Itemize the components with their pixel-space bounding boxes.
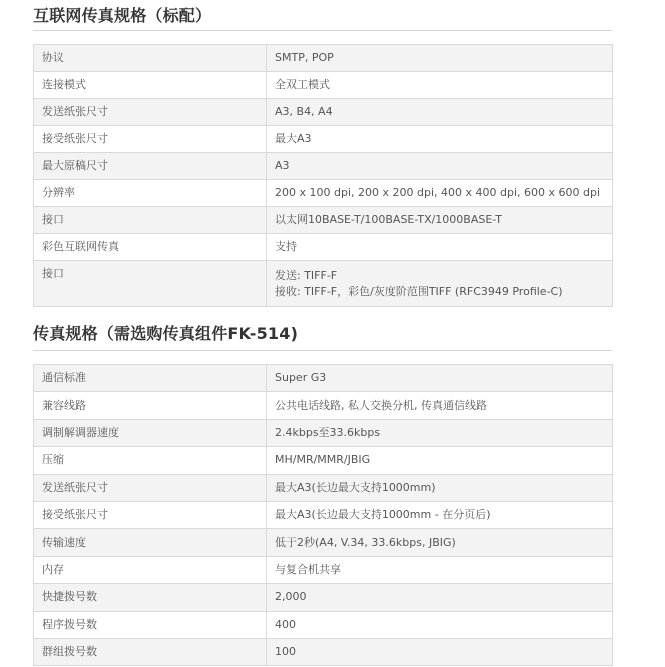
spec-value: 最大A3(长边最大支持1000mm)	[267, 474, 613, 501]
spec-key: 协议	[34, 45, 267, 72]
spec-value: SMTP, POP	[267, 45, 613, 72]
spec-key: 彩色互联网传真	[34, 234, 267, 261]
spec-key: 接受纸张尺寸	[34, 126, 267, 153]
table-row	[34, 584, 613, 611]
table-row	[34, 207, 613, 234]
spec-key: 发送纸张尺寸	[34, 99, 267, 126]
spec-key: 程序拨号数	[34, 611, 267, 638]
spec-key: 连接模式	[34, 72, 267, 99]
spec-value: 全双工模式	[267, 72, 613, 99]
table-row	[34, 99, 613, 126]
table-row	[34, 419, 613, 446]
spec-key: 接口	[34, 207, 267, 234]
spec-value: 低于2秒(A4, V.34, 33.6kbps, JBIG)	[267, 529, 613, 556]
section-divider	[33, 350, 612, 351]
spec-key: 发送纸张尺寸	[34, 474, 267, 501]
table-row	[34, 392, 613, 419]
spec-key: 传输速度	[34, 529, 267, 556]
spec-key: 分辨率	[34, 180, 267, 207]
spec-key: 接口	[34, 261, 267, 307]
spec-value: 以太网10BASE-T/100BASE-TX/1000BASE-T	[267, 207, 613, 234]
table-row	[34, 529, 613, 556]
table-row	[34, 180, 613, 207]
table-row	[34, 153, 613, 180]
spec-key: 压缩	[34, 447, 267, 474]
section-title-fax: 传真规格（需选购传真组件FK-514)	[33, 324, 299, 343]
spec-value: Super G3	[267, 365, 613, 392]
spec-key: 快捷拨号数	[34, 584, 267, 611]
spec-value: 400	[267, 611, 613, 638]
spec-key: 群组拨号数	[34, 638, 267, 665]
spec-value	[267, 261, 613, 307]
spec-value: 2.4kbps至33.6kbps	[267, 419, 613, 446]
table-row	[34, 234, 613, 261]
spec-value: A3	[267, 153, 613, 180]
spec-value: 2,000	[267, 584, 613, 611]
spec-value: 公共电话线路, 私人交换分机, 传真通信线路	[267, 392, 613, 419]
spec-key: 通信标准	[34, 365, 267, 392]
table-row	[34, 447, 613, 474]
spec-value: 200 x 100 dpi, 200 x 200 dpi, 400 x 400 dpi, 600 x 600 dpi	[267, 180, 613, 207]
table-row	[34, 556, 613, 583]
spec-value-line: 接收: TIFF-F，彩色/灰度阶范围TIFF (RFC3949 Profile-C)	[275, 284, 563, 298]
table-row	[34, 638, 613, 665]
spec-key: 调制解调器速度	[34, 419, 267, 446]
spec-key: 兼容线路	[34, 392, 267, 419]
section-title-internet-fax: 互联网传真规格（标配）	[33, 6, 212, 25]
table-row	[34, 45, 613, 72]
fax-spec-table	[33, 364, 613, 666]
spec-value-line: 发送: TIFF-F	[275, 268, 338, 282]
spec-value: A3, B4, A4	[267, 99, 613, 126]
section-divider	[33, 30, 612, 31]
spec-value: 最大A3	[267, 126, 613, 153]
table-row	[34, 261, 613, 307]
table-row	[34, 365, 613, 392]
spec-value: MH/MR/MMR/JBIG	[267, 447, 613, 474]
internet-fax-spec-table	[33, 44, 613, 307]
spec-value: 100	[267, 638, 613, 665]
spec-value: 与复合机共享	[267, 556, 613, 583]
table-row	[34, 474, 613, 501]
table-row	[34, 72, 613, 99]
spec-key: 接受纸张尺寸	[34, 501, 267, 528]
spec-key: 内存	[34, 556, 267, 583]
table-row	[34, 126, 613, 153]
spec-key: 最大原稿尺寸	[34, 153, 267, 180]
spec-value: 最大A3(长边最大支持1000mm - 在分页后)	[267, 501, 613, 528]
spec-value: 支持	[267, 234, 613, 261]
table-row	[34, 501, 613, 528]
table-row	[34, 611, 613, 638]
